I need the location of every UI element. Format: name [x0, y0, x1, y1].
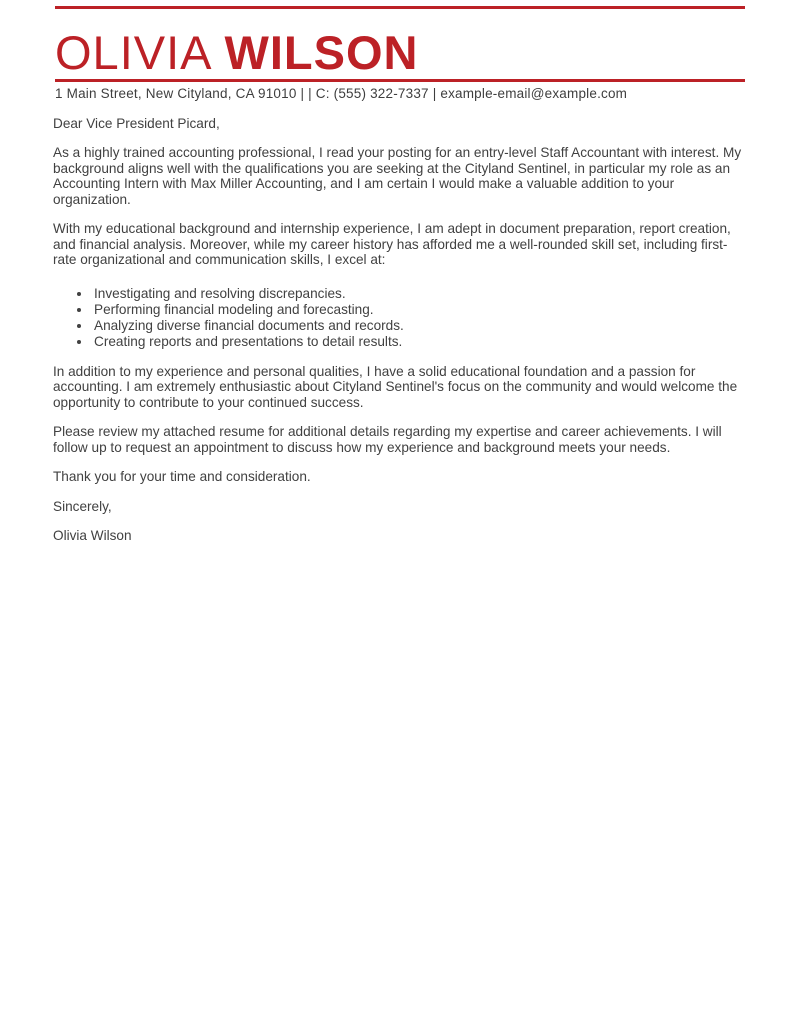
header-accent-rule [55, 79, 745, 82]
skills-bullet-list [53, 286, 748, 350]
header-first-name: OLIVIA [55, 26, 213, 79]
bullet-item: • Investigating and resolving discrepancies. [92, 286, 748, 302]
header-name [55, 26, 800, 79]
bullet-item: • Analyzing diverse financial documents and records. [92, 318, 748, 334]
thanks-line: Thank you for your time and consideration. [53, 469, 311, 484]
bullet-item: • Creating reports and presentations to detail results. [92, 334, 748, 350]
letter-body [53, 116, 748, 544]
salutation: Dear Vice President Picard, [53, 115, 220, 131]
paragraph-intro: As a highly trained accounting professional, I read your posting for an entry-level Staff Accountant with interest. My background aligns well with the qualifications you are seeking at the Cityland Sentinel, in particular my role as an Accounting Intern with Max Miller Accounting, and I am certain I would make a valuable addition to your organization. [53, 145, 742, 207]
paragraph-followup: Please review my attached resume for additional details regarding my expertise and career achievements. I will follow up to request an appointment to discuss how my experience and background meets your needs. [53, 424, 722, 455]
top-accent-rule [55, 6, 745, 9]
paragraph-education: In addition to my experience and personal qualities, I have a solid educational foundation and a passion for accounting. I am extremely enthusiastic about Cityland Sentinel's focus on the community and would welcome the opportunity to contribute to your continued success. [53, 363, 738, 410]
paragraph-skills-lead: With my educational background and internship experience, I am adept in document preparation, report creation, and financial analysis. Moreover, while my career history has afforded me a well-rounded skill set, including first-rate organizational and communication skills, I excel at: [53, 221, 731, 267]
signoff-line: Sincerely, [53, 498, 112, 514]
header-last-name: WILSON [224, 26, 419, 79]
contact-line: 1 Main Street, New Cityland, CA 91010 | | C: (555) 322-7337 | example-email@example.com [55, 86, 628, 101]
bullet-item: • Performing financial modeling and forecasting. [92, 302, 748, 318]
signature-name: Olivia Wilson [53, 528, 132, 543]
